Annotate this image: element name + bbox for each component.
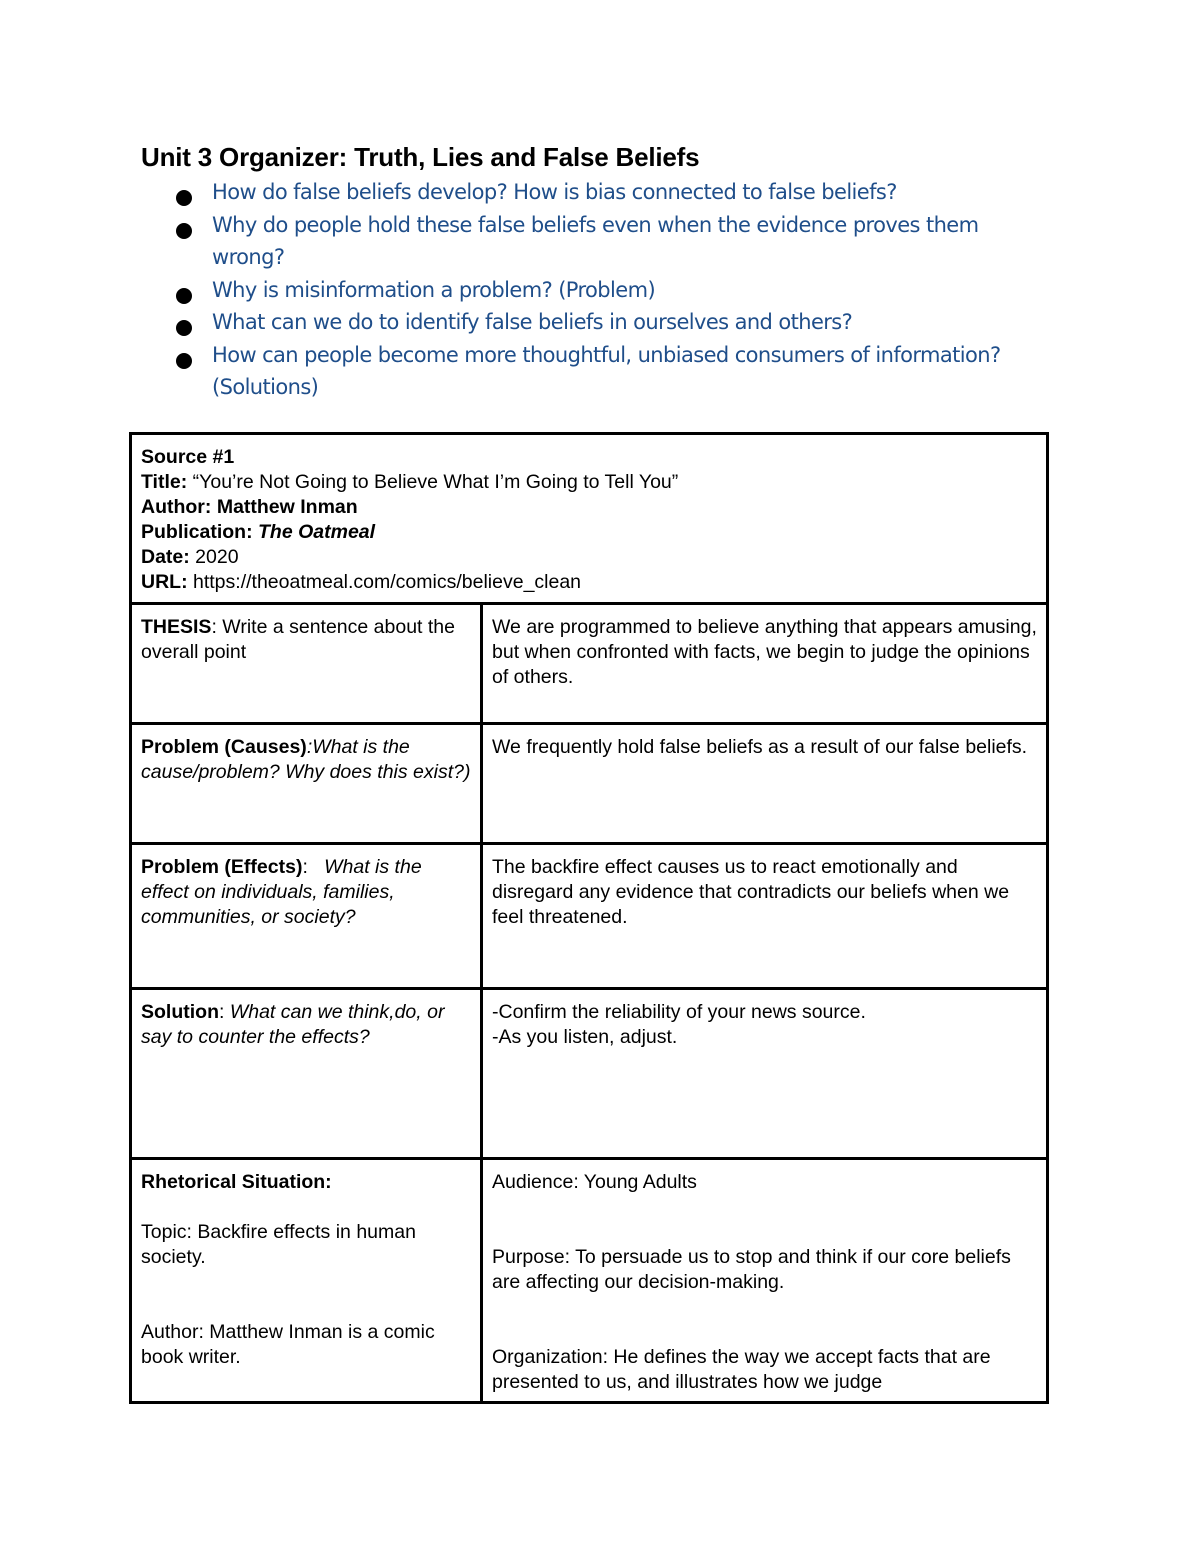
question-text: Why do people hold these false beliefs even when the evidence proves them wrong? [212,212,979,269]
table-row [131,604,1048,724]
effects-prompt-sep: : [302,856,325,878]
source-author-line [141,495,1037,520]
table-row [131,989,1048,1159]
rhetorical-purpose: Purpose: To persuade us to stop and think if our core beliefs are affecting our decision-making. [492,1246,1011,1293]
bullet-icon [176,320,192,336]
causes-prompt-cell [131,724,482,844]
table-row [131,844,1048,989]
guiding-questions-list [172,176,1052,404]
effects-answer-cell [482,844,1048,989]
effects-prompt-cell [131,844,482,989]
effects-prompt: What is the effect on individuals, families, communities, or society? [141,856,422,928]
rhetorical-left-cell [131,1159,482,1403]
solution-label: Solution [141,1001,219,1023]
solution-prompt-sep: : [218,1001,230,1023]
thesis-answer-cell [482,604,1048,724]
rhetorical-label: Rhetorical Situation: [141,1171,332,1193]
source-info-row [131,434,1048,604]
list-item [172,209,1052,274]
source-url-label: URL: [141,571,188,593]
thesis-label: THESIS [141,616,212,638]
rhetorical-topic: Topic: Backfire effects in human society. [141,1221,416,1268]
bullet-icon [176,190,192,206]
table-row [131,724,1048,844]
causes-answer: We frequently hold false beliefs as a result of our false beliefs. [492,736,1028,758]
thesis-prompt: : Write a sentence about the overall point [141,616,455,663]
thesis-answer: We are programmed to believe anything that appears amusing, but when confronted with facts, we begin to judge the opinions of others. [492,616,1037,688]
rhetorical-right-cell [482,1159,1048,1403]
source-date-value: 2020 [189,546,239,568]
causes-answer-cell [482,724,1048,844]
question-text: How do false beliefs develop? How is bias connected to false beliefs? [212,180,897,204]
source-heading: Source #1 [141,446,235,468]
list-item [172,176,1052,209]
causes-prompt: :What is the cause/problem? Why does this exist?) [141,736,471,783]
source-title-label: Title: [141,471,188,493]
solution-answer-2: -As you listen, adjust. [492,1026,678,1048]
rhetorical-audience: Audience: Young Adults [492,1171,697,1193]
question-text: Why is misinformation a problem? (Problem) [212,277,656,302]
effects-answer: The backfire effect causes us to react emotionally and disregard any evidence that contradicts our beliefs when we feel threatened. [492,856,1010,928]
source-author-label: Author: [141,496,212,518]
solution-answer-cell [482,989,1048,1159]
question-text: What can we do to identify false beliefs in ourselves and others? [212,310,853,334]
source-title-value: “You’re Not Going to Believe What I’m Going to Tell You” [187,471,679,493]
solution-prompt-cell [131,989,482,1159]
list-item [172,306,1052,339]
thesis-prompt-cell [131,604,482,724]
source-url-value: https://theoatmeal.com/comics/believe_clean [187,571,582,593]
rhetorical-author: Author: Matthew Inman is a comic book writer. [141,1321,435,1368]
source-date-line [141,545,1037,570]
source-url-line [141,570,1037,595]
source-publication-label: Publication: [141,521,253,543]
source-date-label: Date: [141,546,190,568]
source-author-value: Matthew Inman [211,496,358,518]
rhetorical-organization: Organization: He defines the way we accept facts that are presented to us, and illustrates how we judge [492,1346,991,1393]
page-title: Unit 3 Organizer: Truth, Lies and False Beliefs [141,142,700,172]
causes-label: Problem (Causes) [141,736,307,758]
bullet-icon [176,353,192,369]
bullet-icon [176,223,192,239]
list-item [172,339,1052,404]
solution-answer-1: -Confirm the reliability of your news source. [492,1001,866,1023]
source-publication-line [141,520,1037,545]
question-text: How can people become more thoughtful, unbiased consumers of information? (Solutions) [212,342,1001,399]
source-title-line [141,470,1037,495]
bullet-icon [176,288,192,304]
effects-label: Problem (Effects) [141,856,303,878]
list-item [172,274,1052,307]
source-info-cell [131,434,1048,604]
source-organizer-table [129,432,1049,1404]
source-publication-value: The Oatmeal [252,521,376,543]
table-row [131,1159,1048,1403]
solution-prompt: What can we think,do, or say to counter the effects? [141,1001,445,1048]
